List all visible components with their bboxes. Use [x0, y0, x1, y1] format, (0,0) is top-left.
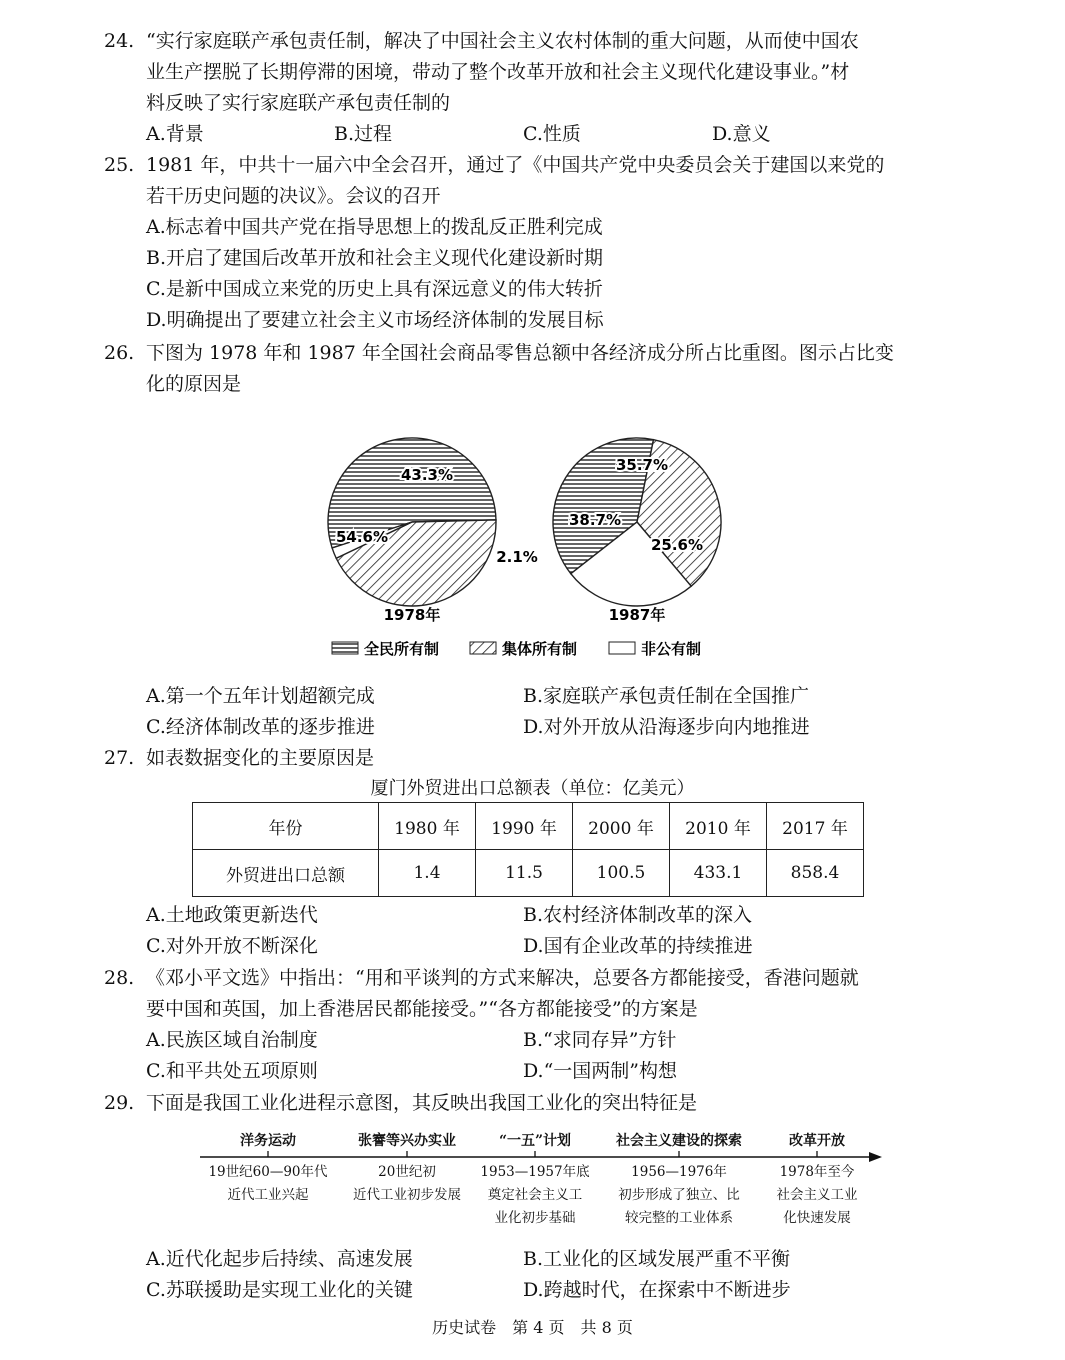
page-footer: 历史试卷 第 4 页 共 8 页: [432, 1318, 633, 1337]
timeline-caption: 洋务运动: [240, 1133, 296, 1149]
table-cell: 1.4: [379, 850, 476, 897]
pie-1987: [553, 438, 721, 606]
option-d[interactable]: D.跨越时代，在探索中不断进步: [523, 1279, 791, 1301]
timeline-desc: 初步形成了独立、比: [618, 1187, 740, 1203]
question-text: 下图为 1978 年和 1987 年全国社会商品零售总额中各经济成分所占比重图。图示占比变: [146, 342, 894, 364]
question-text: 料反映了实行家庭联产承包责任制的: [146, 92, 451, 114]
question-number: 24.: [104, 30, 135, 52]
timeline-period: 1978年至今: [779, 1164, 855, 1180]
table-cell: 年份: [193, 803, 379, 850]
legend-swatch-state: [332, 642, 358, 654]
slice-data-label: 2.1%: [496, 548, 538, 566]
pie-title-1978: 1978年: [383, 606, 441, 624]
option-b[interactable]: B.农村经济体制改革的深入: [523, 904, 753, 926]
question-number: 28.: [104, 967, 135, 989]
option-d[interactable]: D.意义: [712, 123, 771, 145]
timeline-period: 1953—1957年底: [480, 1164, 590, 1180]
timeline-period: 20世纪初: [378, 1164, 436, 1180]
pie-1978: [328, 438, 538, 606]
table-header-row: [193, 803, 864, 850]
option-c[interactable]: C.苏联援助是实现工业化的关键: [146, 1279, 413, 1301]
option-c[interactable]: C.和平共处五项原则: [146, 1060, 318, 1082]
table-cell: 2017 年: [767, 803, 864, 850]
question-text: 要中国和英国，加上香港居民都能接受。”“各方都能接受”的方案是: [146, 998, 698, 1020]
option-a[interactable]: A.土地政策更新迭代: [146, 904, 318, 926]
option-c[interactable]: C.对外开放不断深化: [146, 935, 318, 957]
table-title: 厦门外贸进出口总额表（单位：亿美元）: [370, 778, 695, 799]
timeline-period: 1956—1976年: [631, 1164, 727, 1180]
table-cell: 2000 年: [573, 803, 670, 850]
timeline-desc: 近代工业初步发展: [353, 1187, 461, 1203]
question-number: 27.: [104, 747, 135, 769]
pie-title-1987: 1987年: [608, 606, 666, 624]
question-text: 业生产摆脱了长期停滞的困境，带动了整个改革开放和社会主义现代化建设事业。”材: [146, 61, 850, 83]
legend-swatch-private: [609, 642, 635, 654]
option-a[interactable]: A.民族区域自治制度: [146, 1029, 318, 1051]
table-cell: 1990 年: [476, 803, 573, 850]
question-number: 29.: [104, 1092, 135, 1114]
question-text: “实行家庭联产承包责任制，解决了中国社会主义农村体制的重大问题，从而使中国农: [146, 30, 859, 52]
option-b[interactable]: B.开启了建国后改革开放和社会主义现代化建设新时期: [146, 247, 604, 269]
option-a[interactable]: A.背景: [146, 123, 204, 145]
legend-swatch-collective: [470, 642, 496, 654]
timeline-caption: 张謇等兴办实业: [358, 1133, 456, 1149]
slice-data-label: 38.7%: [568, 511, 622, 529]
timeline-desc: 化快速发展: [783, 1210, 851, 1226]
trade-table: [192, 802, 864, 897]
option-b[interactable]: B.过程: [334, 123, 393, 145]
option-d[interactable]: D.明确提出了要建立社会主义市场经济体制的发展目标: [146, 309, 604, 331]
question-number: 26.: [104, 342, 135, 364]
question-text: 化的原因是: [146, 373, 242, 395]
option-b[interactable]: B.家庭联产承包责任制在全国推广: [523, 685, 810, 707]
slice-data-label: 43.3%: [400, 466, 454, 484]
slice-data-label: 25.6%: [650, 536, 704, 554]
table-cell: 2010 年: [670, 803, 767, 850]
table-row: [193, 850, 864, 897]
timeline-desc: 奠定社会主义工: [487, 1187, 583, 1203]
legend-label: 集体所有制: [502, 640, 578, 658]
timeline-desc: 社会主义工业: [776, 1187, 858, 1203]
timeline-desc: 较完整的工业体系: [625, 1210, 733, 1226]
pie-charts-figure: [300, 410, 760, 670]
option-c[interactable]: C.经济体制改革的逐步推进: [146, 716, 375, 738]
option-d[interactable]: D.对外开放从沿海逐步向内地推进: [523, 716, 810, 738]
timeline-caption: 社会主义建设的探索: [616, 1133, 742, 1149]
table-cell: 11.5: [476, 850, 573, 897]
question-text: 1981 年，中共十一届六中全会召开，通过了《中国共产党中央委员会关于建国以来党的: [146, 154, 885, 176]
legend-label: 全民所有制: [364, 640, 440, 658]
option-d[interactable]: D.“一国两制”构想: [523, 1060, 678, 1082]
table-cell: 1980 年: [379, 803, 476, 850]
timeline-caption: 改革开放: [789, 1133, 845, 1149]
option-a[interactable]: A.标志着中国共产党在指导思想上的拨乱反正胜利完成: [146, 216, 603, 238]
option-d[interactable]: D.国有企业改革的持续推进: [523, 935, 753, 957]
option-a[interactable]: A.近代化起步后持续、高速发展: [146, 1248, 413, 1270]
legend-label: 非公有制: [641, 640, 702, 658]
option-b[interactable]: B.工业化的区域发展严重不平衡: [523, 1248, 791, 1270]
table-cell: 外贸进出口总额: [193, 850, 379, 897]
timeline-desc: 近代工业兴起: [227, 1187, 309, 1203]
question-text: 若干历史问题的决议》。会议的召开: [146, 185, 441, 207]
option-c[interactable]: C.是新中国成立来党的历史上具有深远意义的伟大转折: [146, 278, 603, 300]
table-cell: 100.5: [573, 850, 670, 897]
option-a[interactable]: A.第一个五年计划超额完成: [146, 685, 375, 707]
option-c[interactable]: C.性质: [523, 123, 581, 145]
question-number: 25.: [104, 154, 135, 176]
table-cell: 858.4: [767, 850, 864, 897]
timeline-desc: 业化初步基础: [494, 1210, 576, 1226]
slice-data-label: 54.6%: [335, 528, 389, 546]
timeline-period: 19世纪60—90年代: [208, 1164, 328, 1180]
table-cell: 433.1: [670, 850, 767, 897]
slice-data-label: 35.7%: [615, 456, 669, 474]
question-text: 《邓小平文选》中指出：“用和平谈判的方式来解决，总要各方都能接受，香港问题就: [146, 967, 859, 989]
question-text: 如表数据变化的主要原因是: [146, 747, 375, 769]
question-text: 下面是我国工业化进程示意图，其反映出我国工业化的突出特征是: [146, 1092, 698, 1114]
timeline-caption: “一五”计划: [498, 1133, 572, 1149]
option-b[interactable]: B.“求同存异”方针: [523, 1029, 677, 1051]
